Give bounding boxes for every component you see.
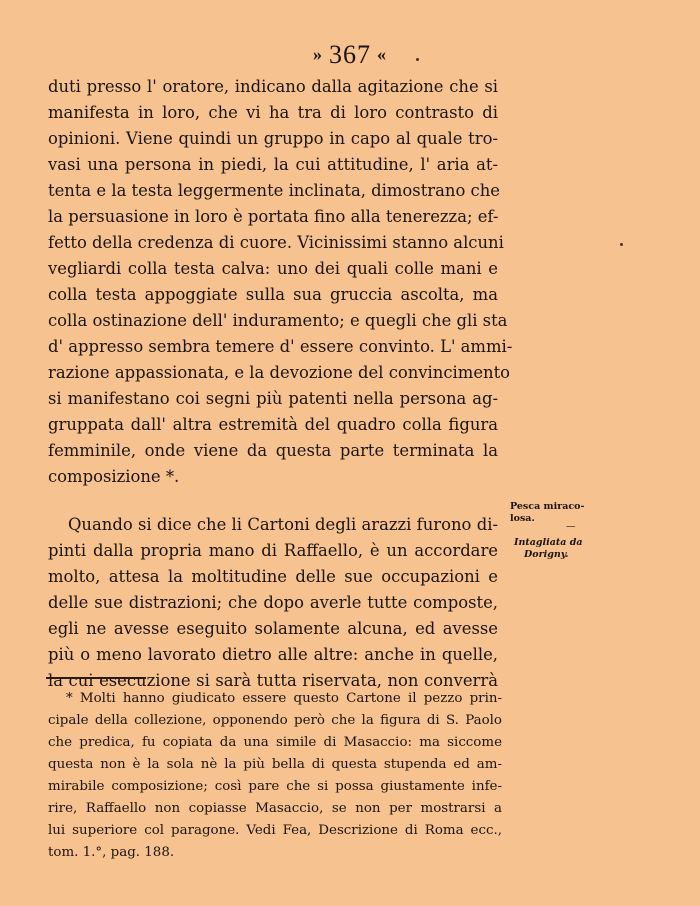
footnote-line: mirabile composizione; così pare che si possa giustamente infe- xyxy=(48,779,502,794)
margin-note-engraver: Intagliata da xyxy=(514,537,583,548)
text-line: vasi una persona in piedi, la cui attitudine, l' aria at- xyxy=(48,155,498,174)
page-number: 367 xyxy=(329,40,371,69)
text-line: colla testa appoggiate sulla sua gruccia ascolta, ma xyxy=(48,285,498,304)
text-line: colla ostinazione dell' induramento; e quegli che gli sta xyxy=(48,311,508,330)
text-line: la persuasione in loro è portata fino alla tenerezza; ef- xyxy=(48,207,499,226)
text-line: più o meno lavorato dietro alle altre: anche in quelle, xyxy=(48,645,498,664)
text-line: Quando si dice che li Cartoni degli arazzi furono di- xyxy=(68,515,498,534)
footnote-line: cipale della collezione, opponendo però che la figura di S. Paolo xyxy=(48,713,502,728)
footnote-line: tom. 1.°, pag. 188. xyxy=(48,845,175,860)
paper-speck xyxy=(416,58,419,61)
text-line: si manifestano coi segni più patenti nella persona ag- xyxy=(48,389,498,408)
text-line: manifesta in loro, che vi ha tra di loro contrasto di xyxy=(48,103,498,122)
text-line: delle sue distrazioni; che dopo averle tutte composte, xyxy=(48,593,498,612)
margin-note-title: Pesca miraco- xyxy=(510,501,585,512)
text-line: razione appassionata, e la devozione del convincimento xyxy=(48,363,511,382)
text-line: tenta e la testa leggermente inclinata, dimostrano che xyxy=(48,181,500,200)
footnote-rule xyxy=(46,677,146,679)
text-line: composizione *. xyxy=(48,467,180,486)
text-line: molto, attesa la moltitudine delle sue occupazioni e xyxy=(48,567,498,586)
margin-note-dash: — xyxy=(566,521,576,532)
page-number-header xyxy=(0,40,700,70)
footnote-line: lui superiore col paragone. Vedi Fea, Descrizione di Roma ecc., xyxy=(48,823,502,838)
margin-note-title-cont: losa. xyxy=(510,513,535,524)
footnote-line: * Molti hanno giudicato essere questo Cartone il pezzo prin- xyxy=(66,691,502,706)
footnote-line: che predica, fu copiata da una simile di Masaccio: ma siccome xyxy=(48,735,502,750)
text-line: duti presso l' oratore, indicano dalla agitazione che si xyxy=(48,77,498,96)
text-line: d' appresso sembra temere d' essere convinto. L' ammi- xyxy=(48,337,513,356)
paper-speck xyxy=(620,243,623,246)
text-line: la cui esecuzione si sarà tutta riservata, non converrà xyxy=(48,671,498,690)
text-line: vegliardi colla testa calva: uno dei quali colle mani e xyxy=(48,259,498,278)
margin-note-engraver-name: Dorigny. xyxy=(524,549,569,560)
text-line: egli ne avesse eseguito solamente alcuna, ed avesse xyxy=(48,619,498,638)
footnote-line: rire, Raffaello non copiasse Masaccio, se non per mostrarsi a xyxy=(48,801,502,816)
text-line: femminile, onde viene da questa parte terminata la xyxy=(48,441,498,460)
ornament-right-icon: « xyxy=(377,44,387,64)
text-line: pinti dalla propria mano di Raffaello, è un accordare xyxy=(48,541,498,560)
text-line: fetto della credenza di cuore. Vicinissimi stanno alcuni xyxy=(48,233,504,252)
ornament-left-icon: » xyxy=(313,44,323,64)
footnote-line: questa non è la sola nè la più bella di questa stupenda ed am- xyxy=(48,757,502,772)
text-line: opinioni. Viene quindi un gruppo in capo al quale tro- xyxy=(48,129,498,148)
text-line: gruppata dall' altra estremità del quadro colla figura xyxy=(48,415,498,434)
